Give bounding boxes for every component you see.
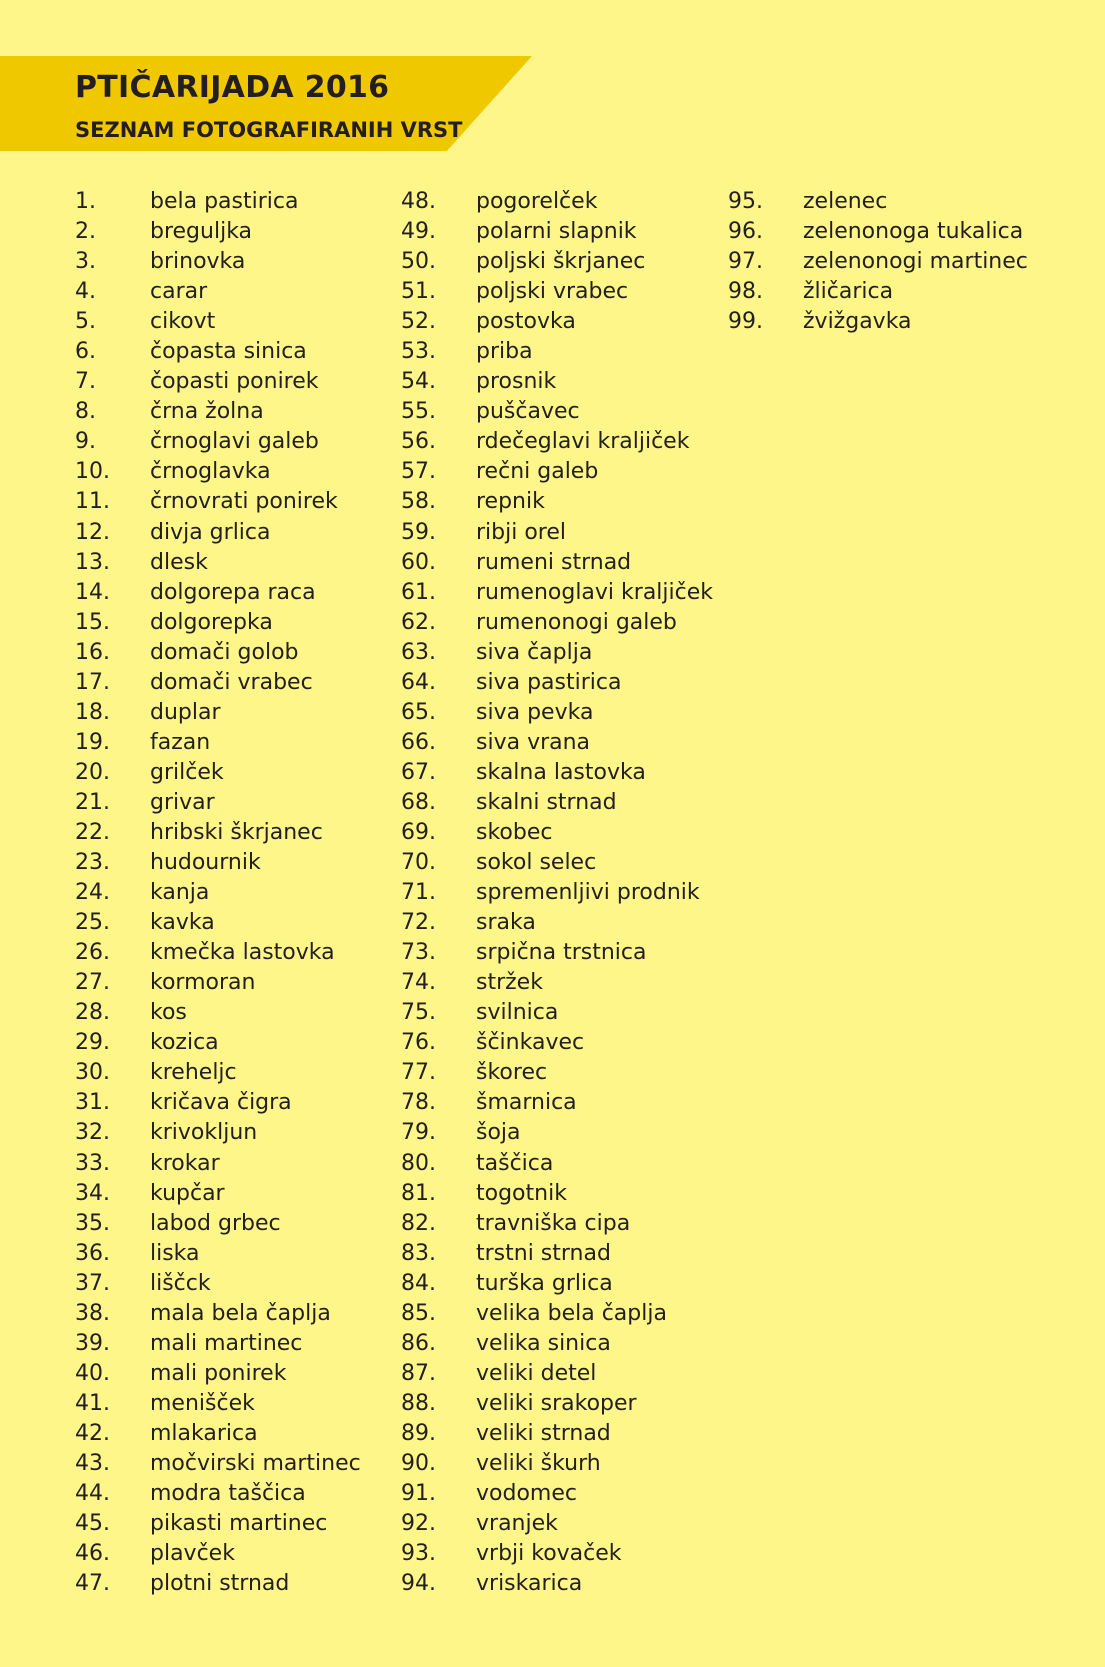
species-name: divja grlica — [150, 519, 271, 545]
item-number: 11. — [75, 489, 110, 515]
species-name: zelenonogi martinec — [803, 249, 1028, 275]
species-name: travniška cipa — [476, 1210, 631, 1236]
item-number: 14. — [75, 579, 110, 605]
item-number: 34. — [75, 1180, 110, 1206]
item-number: 4. — [75, 279, 96, 305]
species-name: škorec — [476, 1060, 548, 1086]
item-number: 50. — [401, 249, 436, 275]
species-name: čopasta sinica — [150, 339, 307, 365]
item-number: 69. — [401, 819, 436, 845]
item-number: 36. — [75, 1240, 110, 1266]
item-number: 67. — [401, 759, 436, 785]
species-name: rumenonogi galeb — [476, 609, 677, 635]
item-number: 96. — [728, 219, 763, 245]
species-name: siva čaplja — [476, 639, 593, 665]
species-name: kanja — [150, 880, 210, 906]
item-number: 41. — [75, 1390, 110, 1416]
species-name: kreheljc — [150, 1060, 237, 1086]
species-name: mala bela čaplja — [150, 1300, 331, 1326]
species-name: turška grlica — [476, 1270, 613, 1296]
item-number: 85. — [401, 1300, 436, 1326]
item-number: 75. — [401, 1000, 436, 1026]
item-number: 16. — [75, 639, 110, 665]
item-number: 63. — [401, 639, 436, 665]
item-number: 27. — [75, 970, 110, 996]
species-name: svilnica — [476, 1000, 559, 1026]
page-subtitle: SEZNAM FOTOGRAFIRANIH VRST — [75, 118, 463, 142]
item-number: 12. — [75, 519, 110, 545]
item-number: 21. — [75, 789, 110, 815]
species-name: mali ponirek — [150, 1360, 287, 1386]
item-number: 87. — [401, 1360, 436, 1386]
page-title: PTIČARIJADA 2016 — [75, 70, 390, 105]
species-name: repnik — [476, 489, 545, 515]
species-name: šoja — [476, 1120, 521, 1146]
item-number: 91. — [401, 1481, 436, 1507]
species-name: prosnik — [476, 369, 557, 395]
species-name: spremenljivi prodnik — [476, 880, 700, 906]
species-name: črnoglavka — [150, 459, 271, 485]
item-number: 48. — [401, 189, 436, 214]
item-number: 56. — [401, 429, 436, 455]
species-name: kos — [150, 1000, 187, 1026]
species-name: rečni galeb — [476, 459, 599, 485]
item-number: 97. — [728, 249, 763, 275]
item-number: 31. — [75, 1090, 110, 1116]
species-name: cikovt — [150, 309, 216, 335]
species-name: postovka — [476, 309, 576, 335]
species-name: taščica — [476, 1150, 554, 1176]
species-name: skobec — [476, 819, 553, 845]
species-name: liščck — [150, 1270, 211, 1296]
item-number: 30. — [75, 1060, 110, 1086]
species-name: rumeni strnad — [476, 549, 632, 575]
item-number: 37. — [75, 1270, 110, 1296]
species-name: mlakarica — [150, 1420, 258, 1446]
item-number: 52. — [401, 309, 436, 335]
species-name: vranjek — [476, 1511, 558, 1537]
item-number: 60. — [401, 549, 436, 575]
item-number: 44. — [75, 1481, 110, 1507]
species-name: brinovka — [150, 249, 246, 275]
species-name: dolgorepa raca — [150, 579, 316, 605]
item-number: 9. — [75, 429, 96, 455]
species-name: skalni strnad — [476, 789, 617, 815]
species-name: vodomec — [476, 1481, 577, 1507]
species-name: kozica — [150, 1030, 219, 1056]
species-name: trstni strnad — [476, 1240, 611, 1266]
species-name: priba — [476, 339, 533, 365]
species-name: polarni slapnik — [476, 219, 637, 245]
item-number: 76. — [401, 1030, 436, 1056]
item-number: 78. — [401, 1090, 436, 1116]
species-name: skalna lastovka — [476, 759, 646, 785]
item-number: 40. — [75, 1360, 110, 1386]
species-name: liska — [150, 1240, 200, 1266]
species-name: modra taščica — [150, 1481, 306, 1507]
item-number: 24. — [75, 880, 110, 906]
item-number: 92. — [401, 1511, 436, 1537]
item-number: 73. — [401, 940, 436, 966]
item-number: 6. — [75, 339, 96, 365]
species-name: kupčar — [150, 1180, 225, 1206]
item-number: 3. — [75, 249, 96, 275]
item-number: 20. — [75, 759, 110, 785]
species-name: dlesk — [150, 549, 208, 575]
item-number: 18. — [75, 699, 110, 725]
item-number: 62. — [401, 609, 436, 635]
item-number: 59. — [401, 519, 436, 545]
item-number: 57. — [401, 459, 436, 485]
species-name: menišček — [150, 1390, 255, 1416]
item-number: 29. — [75, 1030, 110, 1056]
item-number: 90. — [401, 1450, 436, 1476]
species-name: sraka — [476, 910, 536, 936]
item-number: 84. — [401, 1270, 436, 1296]
item-number: 10. — [75, 459, 110, 485]
species-name: veliki srakoper — [476, 1390, 637, 1416]
species-name: veliki detel — [476, 1360, 597, 1386]
item-number: 51. — [401, 279, 436, 305]
species-name: črnoglavi galeb — [150, 429, 319, 455]
species-name: fazan — [150, 729, 211, 755]
species-name: velika sinica — [476, 1330, 611, 1356]
species-name: plavček — [150, 1541, 235, 1567]
item-number: 81. — [401, 1180, 436, 1206]
item-number: 7. — [75, 369, 96, 395]
item-number: 46. — [75, 1541, 110, 1567]
item-number: 88. — [401, 1390, 436, 1416]
species-name: domači vrabec — [150, 669, 313, 695]
species-name: krivokljun — [150, 1120, 258, 1146]
item-number: 42. — [75, 1420, 110, 1446]
species-name: grilček — [150, 759, 224, 785]
item-number: 54. — [401, 369, 436, 395]
item-number: 13. — [75, 549, 110, 575]
species-name: veliki škurh — [476, 1450, 601, 1476]
item-number: 98. — [728, 279, 763, 305]
item-number: 32. — [75, 1120, 110, 1146]
species-name: labod grbec — [150, 1210, 281, 1236]
species-name: hudournik — [150, 850, 261, 876]
item-number: 58. — [401, 489, 436, 515]
species-name: kričava čigra — [150, 1090, 292, 1116]
item-number: 19. — [75, 729, 110, 755]
item-number: 28. — [75, 1000, 110, 1026]
species-name: srpična trstnica — [476, 940, 647, 966]
item-number: 15. — [75, 609, 110, 635]
item-number: 61. — [401, 579, 436, 605]
species-name: togotnik — [476, 1180, 567, 1206]
item-number: 38. — [75, 1300, 110, 1326]
item-number: 99. — [728, 309, 763, 335]
species-name: kormoran — [150, 970, 256, 996]
species-name: kavka — [150, 910, 215, 936]
item-number: 66. — [401, 729, 436, 755]
item-number: 22. — [75, 819, 110, 845]
item-number: 94. — [401, 1571, 436, 1597]
item-number: 68. — [401, 789, 436, 815]
item-number: 8. — [75, 399, 96, 425]
species-name: ribji orel — [476, 519, 567, 545]
species-name: puščavec — [476, 399, 580, 425]
item-number: 23. — [75, 850, 110, 876]
species-name: breguljka — [150, 219, 253, 245]
item-number: 17. — [75, 669, 110, 695]
item-number: 1. — [75, 189, 96, 214]
species-name: poljski vrabec — [476, 279, 629, 305]
species-name: kmečka lastovka — [150, 940, 335, 966]
item-number: 71. — [401, 880, 436, 906]
species-name: siva vrana — [476, 729, 591, 755]
species-name: močvirski martinec — [150, 1450, 361, 1476]
species-name: duplar — [150, 699, 221, 725]
species-name: mali martinec — [150, 1330, 303, 1356]
species-name: domači golob — [150, 639, 299, 665]
species-name: črnovrati ponirek — [150, 489, 338, 515]
item-number: 45. — [75, 1511, 110, 1537]
item-number: 72. — [401, 910, 436, 936]
item-number: 25. — [75, 910, 110, 936]
species-name: dolgorepka — [150, 609, 273, 635]
species-name: carar — [150, 279, 208, 305]
item-number: 2. — [75, 219, 96, 245]
species-name: ščinkavec — [476, 1030, 585, 1056]
species-name: velika bela čaplja — [476, 1300, 667, 1326]
item-number: 80. — [401, 1150, 436, 1176]
item-number: 64. — [401, 669, 436, 695]
species-name: črna žolna — [150, 399, 264, 425]
species-name: stržek — [476, 970, 543, 996]
item-number: 77. — [401, 1060, 436, 1086]
species-name: zelenonoga tukalica — [803, 219, 1024, 245]
item-number: 5. — [75, 309, 96, 335]
item-number: 55. — [401, 399, 436, 425]
species-name: grivar — [150, 789, 215, 815]
item-number: 79. — [401, 1120, 436, 1146]
species-name: pogorelček — [476, 189, 598, 214]
species-name: veliki strnad — [476, 1420, 611, 1446]
species-name: bela pastirica — [150, 189, 299, 214]
item-number: 35. — [75, 1210, 110, 1236]
item-number: 26. — [75, 940, 110, 966]
species-name: rdečeglavi kraljiček — [476, 429, 690, 455]
item-number: 89. — [401, 1420, 436, 1446]
item-number: 53. — [401, 339, 436, 365]
species-name: siva pevka — [476, 699, 594, 725]
species-name: žvižgavka — [803, 309, 912, 335]
item-number: 47. — [75, 1571, 110, 1597]
species-name: vriskarica — [476, 1571, 583, 1597]
item-number: 43. — [75, 1450, 110, 1476]
species-name: čopasti ponirek — [150, 369, 319, 395]
item-number: 70. — [401, 850, 436, 876]
species-name: zelenec — [803, 189, 888, 214]
item-number: 82. — [401, 1210, 436, 1236]
species-name: sokol selec — [476, 850, 597, 876]
item-number: 39. — [75, 1330, 110, 1356]
item-number: 95. — [728, 189, 763, 214]
item-number: 33. — [75, 1150, 110, 1176]
species-name: rumenoglavi kraljiček — [476, 579, 714, 605]
species-name: krokar — [150, 1150, 220, 1176]
species-name: plotni strnad — [150, 1571, 290, 1597]
species-name: žličarica — [803, 279, 894, 305]
species-name: poljski škrjanec — [476, 249, 646, 275]
item-number: 49. — [401, 219, 436, 245]
species-name: vrbji kovaček — [476, 1541, 622, 1567]
item-number: 83. — [401, 1240, 436, 1266]
species-name: pikasti martinec — [150, 1511, 328, 1537]
item-number: 65. — [401, 699, 436, 725]
item-number: 86. — [401, 1330, 436, 1356]
item-number: 93. — [401, 1541, 436, 1567]
species-name: siva pastirica — [476, 669, 622, 695]
item-number: 74. — [401, 970, 436, 996]
species-name: hribski škrjanec — [150, 819, 323, 845]
species-name: šmarnica — [476, 1090, 577, 1116]
